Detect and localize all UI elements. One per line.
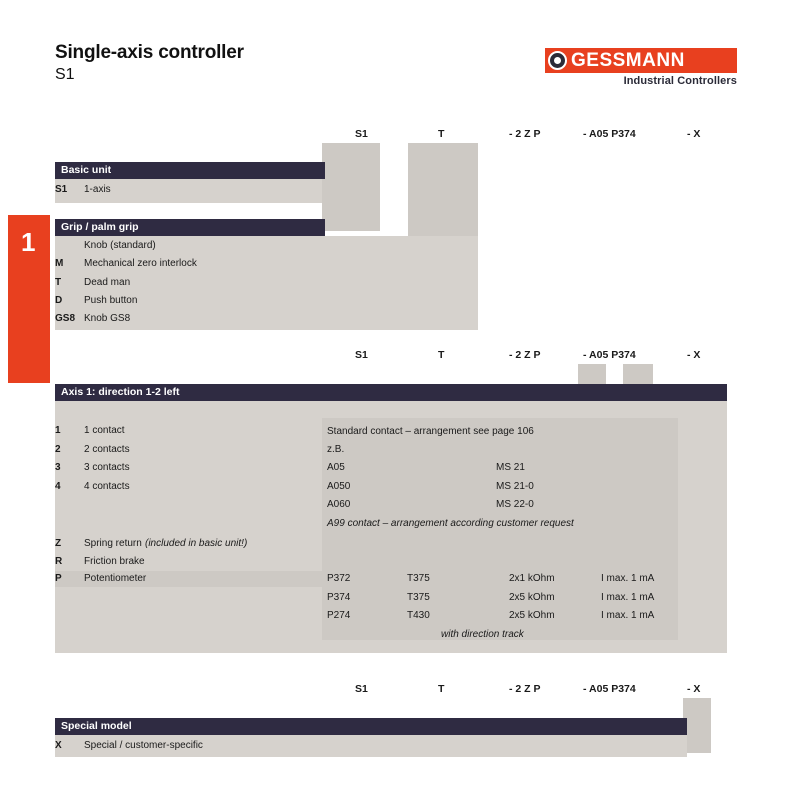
axis1-detail-4-left: A060 xyxy=(327,499,351,510)
special-row-text: Special / customer-specific xyxy=(84,740,203,751)
axis1-option-1-key: R xyxy=(55,556,63,567)
code-row-2-col-2: T xyxy=(438,349,445,361)
grip-row-1-text: Mechanical zero interlock xyxy=(84,258,197,269)
code-row-2-col-1: S1 xyxy=(355,349,368,361)
code-row-3-col-5: - X xyxy=(687,683,701,695)
pot-row-0-col-2: T375 xyxy=(407,573,430,584)
axis1-contact-0-text: 1 contact xyxy=(84,425,125,436)
grip-row-4-text: Knob GS8 xyxy=(84,313,131,324)
section-header-basic-unit xyxy=(55,162,325,179)
pot-row-2-col-2: T430 xyxy=(407,610,430,621)
company-logo xyxy=(545,48,737,94)
axis1-option-0-text: Spring return xyxy=(84,538,142,549)
axis1-detail-1-left: z.B. xyxy=(327,444,345,455)
axis1-detail-2-left: A05 xyxy=(327,462,345,473)
code-row-2-col-5: - X xyxy=(687,349,701,361)
code-row-3-col-4: - A05 P374 xyxy=(583,683,636,695)
grip-row-2-key: T xyxy=(55,277,62,288)
axis1-detail-panel xyxy=(322,418,678,640)
chapter-number: 1 xyxy=(21,227,36,257)
pot-row-2-col-3: 2x5 kOhm xyxy=(509,610,555,621)
axis1-option-0-key: Z xyxy=(55,538,62,549)
axis1-contact-1-key: 2 xyxy=(55,444,61,455)
section-header-grip-label: Grip / palm grip xyxy=(61,221,139,233)
axis1-contact-0-key: 1 xyxy=(55,425,61,436)
pot-row-1-col-2: T375 xyxy=(407,592,430,603)
code-row-1-col-1: S1 xyxy=(355,128,368,140)
pot-footnote: with direction track xyxy=(441,629,524,640)
axis1-detail-3-left: A050 xyxy=(327,481,351,492)
axis1-detail-3-right: MS 21-0 xyxy=(496,481,534,492)
code-column-fill-x xyxy=(683,698,711,753)
section-header-grip xyxy=(55,219,325,236)
chapter-tab xyxy=(8,215,50,383)
code-row-2-col-3: - 2 Z P xyxy=(509,349,541,361)
special-row-key: X xyxy=(55,740,62,751)
axis1-detail-2-right: MS 21 xyxy=(496,462,525,473)
basic-unit-row-key: S1 xyxy=(55,184,68,195)
pot-row-1-col-4: I max. 1 mA xyxy=(601,592,655,603)
section-header-axis1-label: Axis 1: direction 1-2 left xyxy=(61,386,180,398)
basic-unit-row-text: 1-axis xyxy=(84,184,111,195)
grip-row-3-text: Push button xyxy=(84,295,138,306)
axis1-detail-0-left: Standard contact – arrangement see page 106 xyxy=(327,426,534,437)
code-row-3-col-2: T xyxy=(438,683,445,695)
pot-row-2-col-1: P274 xyxy=(327,610,351,621)
code-row-1-col-5: - X xyxy=(687,128,701,140)
section-header-special xyxy=(55,718,687,735)
axis1-contact-3-text: 4 contacts xyxy=(84,481,130,492)
code-row-1-col-4: - A05 P374 xyxy=(583,128,636,140)
gessmann-emblem-icon xyxy=(548,51,567,70)
axis1-option-2-key: P xyxy=(55,573,62,584)
axis1-option-1-text: Friction brake xyxy=(84,556,145,567)
grip-row-1-key: M xyxy=(55,258,64,269)
code-row-3-col-3: - 2 Z P xyxy=(509,683,541,695)
grip-row-3-key: D xyxy=(55,295,63,306)
logo-bar xyxy=(545,48,737,73)
grip-row-0-text: Knob (standard) xyxy=(84,240,156,251)
axis1-option-0-note: (included in basic unit!) xyxy=(145,538,248,549)
pot-row-0-col-4: I max. 1 mA xyxy=(601,573,655,584)
section-header-basic-unit-label: Basic unit xyxy=(61,164,112,176)
pot-row-0-col-1: P372 xyxy=(327,573,351,584)
code-column-fill-s1-a xyxy=(322,143,380,231)
pot-row-1-col-3: 2x5 kOhm xyxy=(509,592,555,603)
axis1-contact-1-text: 2 contacts xyxy=(84,444,130,455)
grip-row-2-text: Dead man xyxy=(84,277,131,288)
code-row-1-col-2: T xyxy=(438,128,445,140)
axis1-detail-5-left: A99 contact – arrangement according customer request xyxy=(327,518,574,529)
pot-row-0-col-3: 2x1 kOhm xyxy=(509,573,555,584)
axis1-contact-2-text: 3 contacts xyxy=(84,462,130,473)
axis1-potentiometer-highlight xyxy=(55,571,678,587)
code-row-1-col-3: - 2 Z P xyxy=(509,128,541,140)
section-header-special-label: Special model xyxy=(61,720,132,732)
page-title: Single-axis controller xyxy=(55,42,244,63)
logo-tagline: Industrial Controllers xyxy=(623,75,737,87)
section-header-axis1 xyxy=(55,384,727,401)
pot-row-2-col-4: I max. 1 mA xyxy=(601,610,655,621)
logo-wordmark: GESSMANN xyxy=(571,50,685,71)
axis1-contact-3-key: 4 xyxy=(55,481,61,492)
axis1-detail-4-right: MS 22-0 xyxy=(496,499,534,510)
grip-row-4-key: GS8 xyxy=(55,313,76,324)
axis1-option-2-text: Potentiometer xyxy=(84,573,147,584)
code-row-3-col-1: S1 xyxy=(355,683,368,695)
page-subtitle: S1 xyxy=(55,66,75,83)
axis1-contact-2-key: 3 xyxy=(55,462,61,473)
code-row-2-col-4: - A05 P374 xyxy=(583,349,636,361)
pot-row-1-col-1: P374 xyxy=(327,592,351,603)
